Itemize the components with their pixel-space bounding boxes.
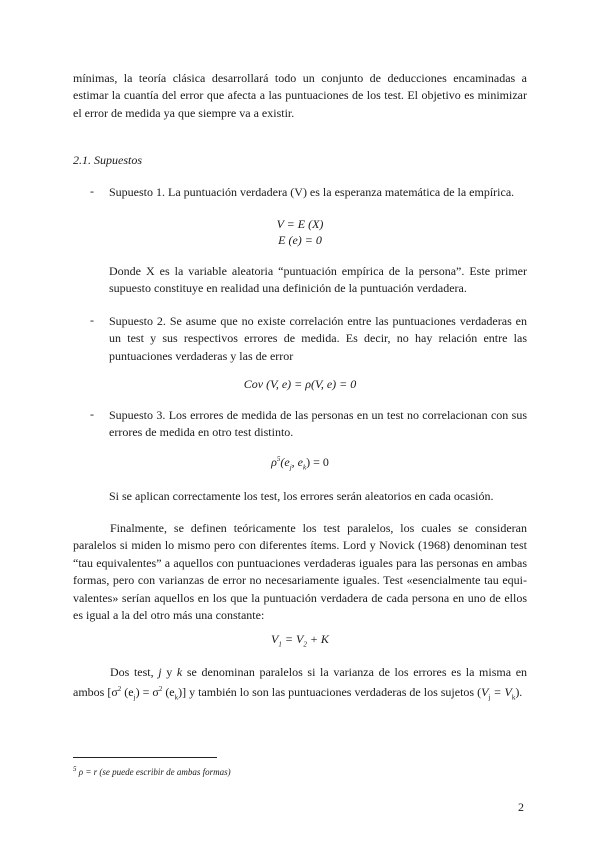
text-sub: j [133, 693, 136, 702]
footnote-text: ρ = r (se puede escribir de ambas formas) [76, 767, 231, 777]
text-sup: 2 [117, 685, 122, 694]
footnote-ref: 5 [276, 455, 281, 463]
bullet-dash-2: - [90, 313, 94, 327]
text-part: j [158, 665, 162, 679]
page-number: 2 [518, 800, 524, 814]
formula-part: , e [291, 455, 303, 469]
bullet-dash-1: - [90, 184, 94, 198]
parallel-tests-paragraph: Finalmente, se definen teóricamente los test paralelos, los cuales se consideran paralelos si miden lo mismo pero con diferentes ítems. Lord y Novick (1968) denominan test “tau equivalentes” a aquellos con puntuaciones verdaderas iguales para las personas en ambas formas, pero con varianzas de error no necesariamente iguales. Test «esencialmente tau equi-valentes» serían aquellos en los que la puntuación verdadera de cada persona en uno de ellos es igual a la del otro más una constante: [73, 521, 527, 623]
bullet-dash-3: - [90, 407, 94, 421]
footnote-mark: 5 [73, 765, 77, 773]
text-part: )] y también lo son las puntuaciones verdaderas de los sujetos ( [178, 685, 482, 700]
text-sub: k [174, 693, 179, 702]
formula-sub: 2 [303, 640, 307, 649]
assumption-1-explanation: Donde X es la variable aleatoria “puntuación empírica de la persona”. Este primer supuesto constituye en realidad una definición de la puntuación verdadera. [109, 264, 527, 296]
assumption-2-text: Supuesto 2. Se asume que no existe correlación entre las puntuaciones verdaderas en un test y sus respectivos errores de medida. Es decir, no hay relación entre las puntuaciones verdaderas y las de error [109, 314, 527, 363]
text-part: Dos test, [110, 665, 159, 679]
text-part: = V [490, 685, 512, 700]
assumption-1-text: Supuesto 1. La puntuación verdadera (V) es la esperanza matemática de la empírica. [109, 185, 515, 199]
formula-parallel [0, 632, 600, 648]
assumption-3-note: Si se aplican correctamente los test, los errores serán aleatorios en cada ocasión. [109, 489, 494, 503]
text-part: (e [162, 685, 175, 700]
formula-part: (e [280, 455, 290, 469]
formula-sub: k [303, 463, 307, 472]
text-part: ) = σ [135, 685, 159, 700]
footnote [73, 765, 231, 777]
text-sup: 2 [158, 685, 163, 694]
footnote-rule [73, 757, 217, 758]
intro-paragraph: mínimas, la teoría clásica desarrollará todo un conjunto de deducciones encaminadas a estimar la cuantía del error que afecta a las puntuaciones de los test. El objetivo es minimizar el error de medida ya que siempre va a existir. [73, 71, 527, 120]
formula-sub: j [289, 463, 292, 472]
formula-part: ) = 0 [306, 455, 329, 469]
text-part: k [176, 665, 183, 679]
formula-part: = V [281, 632, 304, 646]
formula-error-correlation [0, 455, 600, 471]
formula-part: + K [306, 632, 329, 646]
text-part: ). [515, 685, 523, 700]
formula-expected-error: E (e) = 0 [278, 233, 322, 247]
formula-covariance: Cov (V, e) = ρ(V, e) = 0 [243, 377, 357, 391]
text-sub: j [488, 693, 491, 702]
formula-sub: 1 [278, 640, 282, 649]
text-part: (e [121, 685, 134, 700]
formula-part: V [271, 632, 279, 646]
text-part: V [481, 685, 489, 700]
assumption-3-text: Supuesto 3. Los errores de medida de las personas en un test no correlacionan con sus errores de medida en otro test distinto. [109, 408, 527, 440]
text-part: y [161, 665, 177, 679]
section-heading: 2.1. Supuestos [73, 153, 142, 167]
final-paragraph [73, 664, 527, 707]
formula-expected-true-score: V = E (X) [276, 217, 324, 231]
text-sub: k [511, 693, 516, 702]
text-part: se denominan paralelos si la varianza de los errores es la misma en ambos [σ [73, 665, 528, 700]
rho-symbol: ρ [271, 455, 277, 469]
